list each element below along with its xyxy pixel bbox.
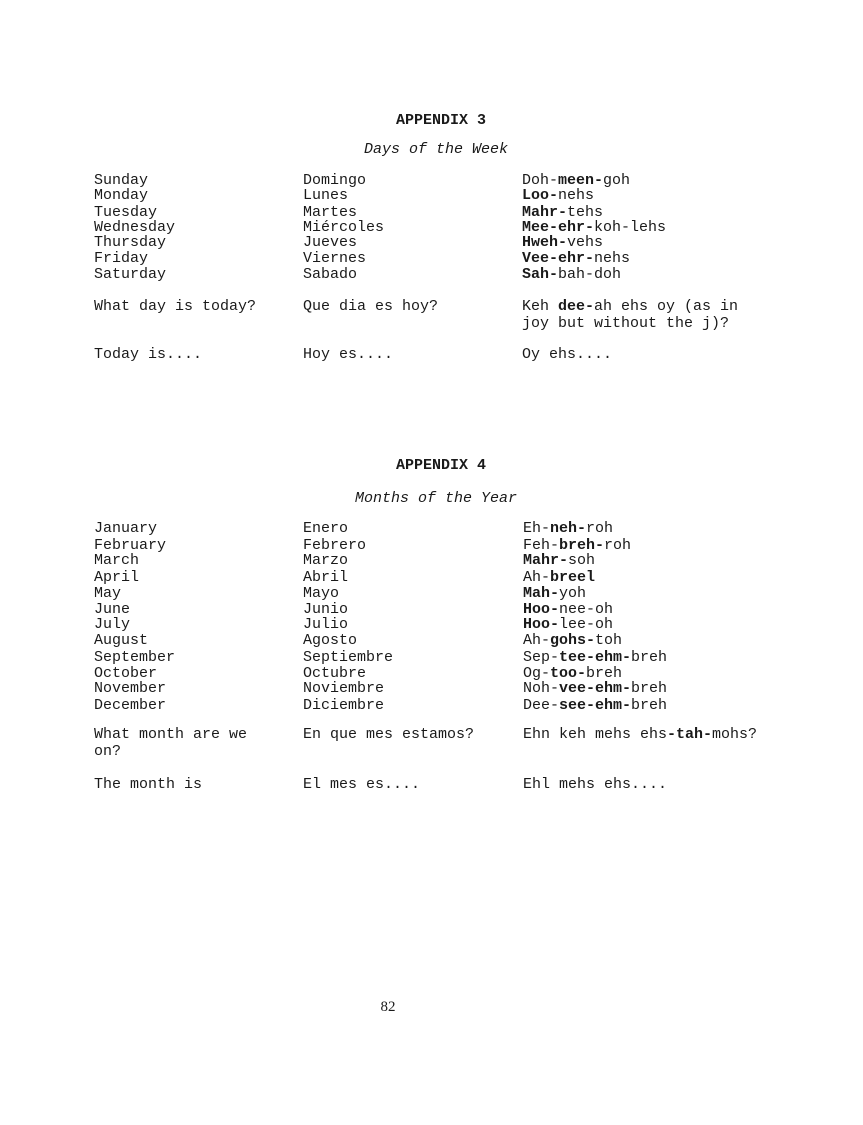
pron-stress: Mahr- xyxy=(523,552,569,569)
day-english: Wednesday xyxy=(94,219,176,236)
pron-part: nehs xyxy=(558,187,595,204)
day-question-spanish: Que dia es hoy? xyxy=(303,298,439,315)
pron-part: breh xyxy=(631,697,668,714)
month-pronunciation xyxy=(523,586,586,602)
pron-stress: tee-ehm- xyxy=(559,649,632,666)
month-row xyxy=(0,570,863,586)
pron-stress: see-ehm- xyxy=(559,697,632,714)
month-question-row-2 xyxy=(0,744,863,760)
month-pronunciation xyxy=(523,570,595,586)
day-spanish: Domingo xyxy=(303,172,367,189)
pron-part: koh-lehs xyxy=(594,219,667,236)
pron-stress: Loo- xyxy=(522,187,559,204)
month-pronunciation xyxy=(523,698,667,714)
day-english: Tuesday xyxy=(94,204,158,221)
month-spanish: Febrero xyxy=(303,537,367,554)
pron-stress: Mahr- xyxy=(522,204,568,221)
pron-part: roh xyxy=(586,520,614,537)
day-row xyxy=(0,251,863,267)
pron-stress: gohs- xyxy=(550,632,596,649)
day-spanish: Miércoles xyxy=(303,219,385,236)
month-question-spanish: En que mes estamos? xyxy=(303,726,475,743)
day-question-row xyxy=(0,299,863,315)
day-row xyxy=(0,235,863,251)
day-question-row-2 xyxy=(0,316,863,332)
month-english: January xyxy=(94,520,158,537)
day-pronunciation xyxy=(522,267,621,283)
pron-part: vehs xyxy=(567,234,604,251)
pron-stress: dee- xyxy=(558,298,595,315)
pron-stress: Hweh- xyxy=(522,234,568,251)
pron-stress: Mah- xyxy=(523,585,560,602)
day-spanish: Viernes xyxy=(303,250,367,267)
month-english: November xyxy=(94,680,167,697)
day-spanish: Lunes xyxy=(303,187,349,204)
page-number: 82 xyxy=(380,999,396,1015)
pron-stress: -tah- xyxy=(667,726,713,743)
month-spanish: Junio xyxy=(303,601,349,618)
day-english: Thursday xyxy=(94,234,167,251)
pron-stress: Hoo- xyxy=(523,601,560,618)
pron-stress: meen- xyxy=(558,172,604,189)
month-english: July xyxy=(94,616,131,633)
day-answer-row xyxy=(0,347,863,363)
day-question-pronunciation-line2: joy but without the j)? xyxy=(522,315,730,332)
day-question-english: What day is today? xyxy=(94,298,257,315)
pron-part: ah ehs oy (as in xyxy=(594,298,739,315)
month-question-pronunciation xyxy=(523,727,757,743)
month-row xyxy=(0,521,863,537)
pron-part: Ehn keh mehs ehs xyxy=(523,726,668,743)
pron-part: soh xyxy=(568,552,596,569)
pron-part: Dee- xyxy=(523,697,560,714)
month-answer-row xyxy=(0,777,863,793)
pron-stress: too- xyxy=(550,665,587,682)
pron-part: breh xyxy=(631,680,668,697)
month-spanish: Agosto xyxy=(303,632,358,649)
pron-part: tehs xyxy=(567,204,604,221)
month-spanish: Octubre xyxy=(303,665,367,682)
pron-part: Doh- xyxy=(522,172,559,189)
month-question-english-line2: on? xyxy=(94,743,122,760)
month-spanish: Abril xyxy=(303,569,349,586)
appendix-4-title: APPENDIX 4 xyxy=(395,457,486,474)
month-row xyxy=(0,650,863,666)
pron-part: Eh- xyxy=(523,520,551,537)
month-english: February xyxy=(94,537,167,554)
day-english: Monday xyxy=(94,187,149,204)
pron-stress: breel xyxy=(550,569,596,586)
day-question-pronunciation xyxy=(522,299,738,315)
day-spanish: Sabado xyxy=(303,266,358,283)
day-pronunciation xyxy=(522,251,630,267)
pron-stress: Hoo- xyxy=(523,616,560,633)
pron-part: Feh- xyxy=(523,537,560,554)
pron-stress: Vee-ehr- xyxy=(522,250,595,267)
pron-part: Keh xyxy=(522,298,559,315)
pron-part: nee-oh xyxy=(559,601,614,618)
day-spanish: Jueves xyxy=(303,234,358,251)
month-pronunciation xyxy=(523,553,595,569)
month-row xyxy=(0,633,863,649)
month-spanish: Julio xyxy=(303,616,349,633)
month-spanish: Noviembre xyxy=(303,680,385,697)
day-pronunciation xyxy=(522,188,594,204)
pron-stress: Mee-ehr- xyxy=(522,219,595,236)
month-question-row xyxy=(0,727,863,743)
pron-part: bah-doh xyxy=(558,266,622,283)
month-english: August xyxy=(94,632,149,649)
month-pronunciation xyxy=(523,633,622,649)
month-english: June xyxy=(94,601,131,618)
day-answer-pronunciation: Oy ehs.... xyxy=(522,346,613,363)
pron-part: mohs? xyxy=(712,726,758,743)
month-english: April xyxy=(94,569,140,586)
pron-part: roh xyxy=(604,537,632,554)
pron-part: lee-oh xyxy=(559,616,614,633)
pron-stress: breh- xyxy=(559,537,605,554)
pron-part: nehs xyxy=(594,250,631,267)
day-english: Friday xyxy=(94,250,149,267)
day-answer-spanish: Hoy es.... xyxy=(303,346,394,363)
month-answer-spanish: El mes es.... xyxy=(303,776,421,793)
month-english: October xyxy=(94,665,158,682)
pron-stress: Sah- xyxy=(522,266,559,283)
month-spanish: Septiembre xyxy=(303,649,394,666)
pron-part: breh xyxy=(586,665,623,682)
month-row xyxy=(0,553,863,569)
month-question-english: What month are we xyxy=(94,726,248,743)
day-answer-english: Today is.... xyxy=(94,346,203,363)
month-answer-pronunciation: Ehl mehs ehs.... xyxy=(523,776,668,793)
month-row xyxy=(0,617,863,633)
month-spanish: Enero xyxy=(303,520,349,537)
month-pronunciation xyxy=(523,617,613,633)
pron-part: breh xyxy=(631,649,668,666)
month-answer-english: The month is xyxy=(94,776,203,793)
day-row xyxy=(0,267,863,283)
pron-part: Og- xyxy=(523,665,551,682)
month-row xyxy=(0,681,863,697)
pron-stress: neh- xyxy=(550,520,587,537)
month-row xyxy=(0,586,863,602)
day-pronunciation xyxy=(522,235,603,251)
day-row xyxy=(0,188,863,204)
month-spanish: Marzo xyxy=(303,552,349,569)
month-english: May xyxy=(94,585,122,602)
month-spanish: Diciembre xyxy=(303,697,385,714)
day-spanish: Martes xyxy=(303,204,358,221)
month-english: September xyxy=(94,649,176,666)
month-row xyxy=(0,698,863,714)
pron-stress: vee-ehm- xyxy=(559,680,632,697)
day-english: Sunday xyxy=(94,172,149,189)
pron-part: Ah- xyxy=(523,569,551,586)
month-pronunciation xyxy=(523,521,613,537)
month-english: March xyxy=(94,552,140,569)
appendix-3-subtitle: Days of the Week xyxy=(363,141,509,158)
pron-part: Sep- xyxy=(523,649,560,666)
appendix-4-subtitle: Months of the Year xyxy=(354,490,518,507)
pron-part: yoh xyxy=(559,585,587,602)
appendix-3-title: APPENDIX 3 xyxy=(395,112,486,129)
month-pronunciation xyxy=(523,650,667,666)
pron-part: goh xyxy=(603,172,631,189)
pron-part: Ah- xyxy=(523,632,551,649)
pron-part: Noh- xyxy=(523,680,560,697)
month-pronunciation xyxy=(523,681,667,697)
day-english: Saturday xyxy=(94,266,167,283)
month-english: December xyxy=(94,697,167,714)
pron-part: toh xyxy=(595,632,623,649)
month-spanish: Mayo xyxy=(303,585,340,602)
